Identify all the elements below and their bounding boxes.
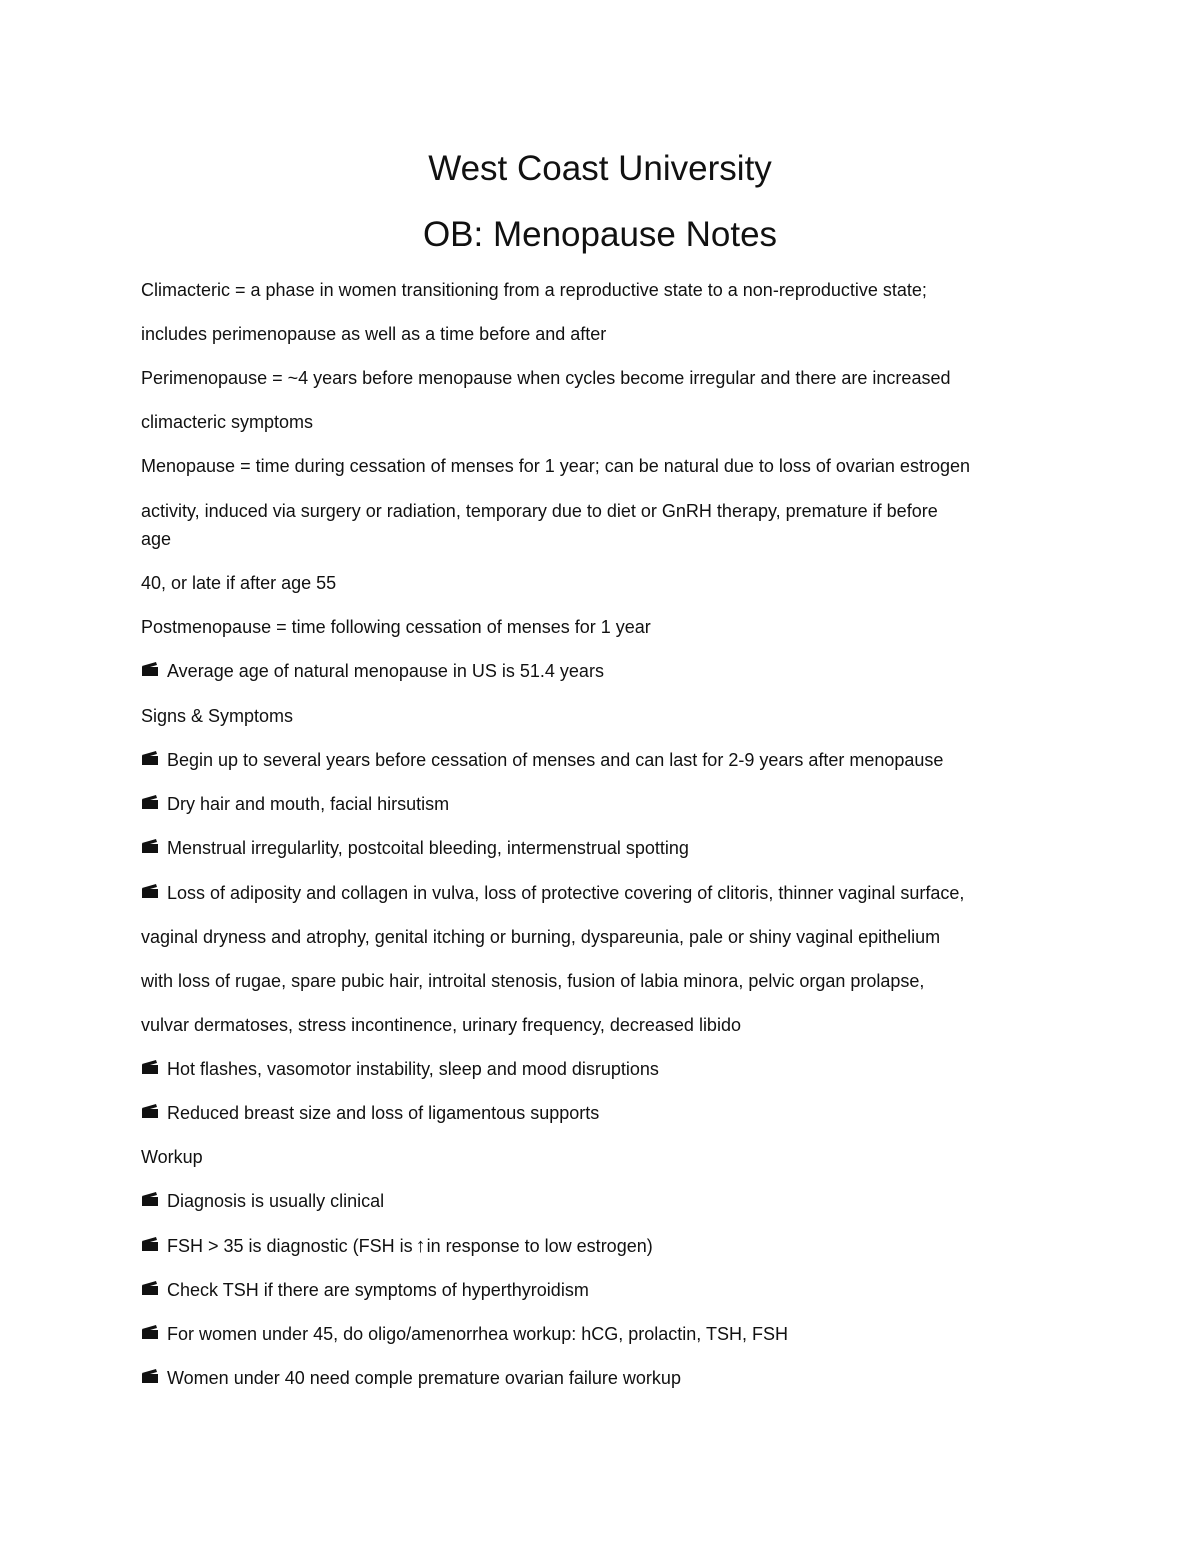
list-item-text-continued: in response to low estrogen) xyxy=(426,1236,653,1256)
definition-menopause-line-3: age xyxy=(141,529,172,549)
list-item-vulvar-changes-line-2: vaginal dryness and atrophy, genital itching or burning, dyspareunia, pale or shiny vaginal epithelium xyxy=(141,927,941,947)
definition-perimenopause-line-2: climacteric symptoms xyxy=(141,412,314,432)
list-item-hot-flashes xyxy=(141,1055,1071,1083)
clapperboard-icon xyxy=(141,794,167,814)
list-item-text: Hot flashes, vasomotor instability, sleep and mood disruptions xyxy=(167,1059,659,1079)
list-item-text: Reduced breast size and loss of ligamentous supports xyxy=(167,1103,600,1123)
section-heading-signs-symptoms: Signs & Symptoms xyxy=(141,706,294,726)
clapperboard-icon xyxy=(141,1368,167,1388)
list-item-under-45 xyxy=(141,1320,1071,1348)
list-item-average-age xyxy=(141,657,1071,685)
list-item-under-40 xyxy=(141,1364,1071,1392)
list-item-vulvar-changes-line-3: with loss of rugae, spare pubic hair, introital stenosis, fusion of labia minora, pelvic organ prolapse, xyxy=(141,971,925,991)
clapperboard-icon xyxy=(141,1236,167,1256)
page-title: OB: Menopause Notes xyxy=(422,215,778,254)
list-item-text: Dry hair and mouth, facial hirsutism xyxy=(167,794,450,814)
clapperboard-icon xyxy=(141,1324,167,1344)
list-item-text: For women under 45, do oligo/amenorrhea workup: hCG, prolactin, TSH, FSH xyxy=(167,1324,788,1344)
clapperboard-icon xyxy=(141,1280,167,1300)
clapperboard-icon xyxy=(141,883,167,903)
clapperboard-icon xyxy=(141,1059,167,1079)
list-item-dry-hair xyxy=(141,790,1071,818)
clapperboard-icon xyxy=(141,750,167,770)
list-item-text: Menstrual irregularlity, postcoital bleeding, intermenstrual spotting xyxy=(167,838,689,858)
list-item-text: Women under 40 need comple premature ovarian failure workup xyxy=(167,1368,681,1388)
list-item-text: Average age of natural menopause in US is 51.4 years xyxy=(167,661,604,681)
clapperboard-icon xyxy=(141,1191,167,1211)
list-item-breast-size xyxy=(141,1099,1071,1127)
list-item-vulvar-changes xyxy=(141,879,1071,907)
list-item-text: Check TSH if there are symptoms of hyperthyroidism xyxy=(167,1280,589,1300)
list-item-diagnosis xyxy=(141,1187,1071,1215)
list-item-text: Begin up to several years before cessation of menses and can last for 2-9 years after menopause xyxy=(167,750,944,770)
list-item-text: FSH > 35 is diagnostic (FSH is xyxy=(167,1236,413,1256)
list-item-fsh xyxy=(141,1232,1071,1260)
page-title-university: West Coast University xyxy=(428,149,772,188)
list-item-text: Diagnosis is usually clinical xyxy=(167,1191,385,1211)
definition-menopause-line-2: activity, induced via surgery or radiation, temporary due to diet or GnRH therapy, premature if before xyxy=(141,501,938,521)
list-item-text: Loss of adiposity and collagen in vulva, loss of protective covering of clitoris, thinner vaginal surface, xyxy=(167,883,965,903)
list-item-symptom-onset xyxy=(141,746,1071,774)
list-item-vulvar-changes-line-4: vulvar dermatoses, stress incontinence, urinary frequency, decreased libido xyxy=(141,1015,741,1035)
section-heading-workup: Workup xyxy=(141,1147,203,1167)
up-arrow-icon: ↑ xyxy=(415,1235,426,1257)
clapperboard-icon xyxy=(141,838,167,858)
definition-climacteric-line-1: Climacteric = a phase in women transitioning from a reproductive state to a non-reproductive state; xyxy=(141,280,927,300)
definition-climacteric-line-2: includes perimenopause as well as a time before and after xyxy=(141,324,607,344)
list-item-tsh xyxy=(141,1276,1071,1304)
clapperboard-icon xyxy=(141,1103,167,1123)
definition-menopause-line-1: Menopause = time during cessation of menses for 1 year; can be natural due to loss of ovarian estrogen xyxy=(141,456,970,476)
list-item-menstrual-irregularity xyxy=(141,834,1071,862)
definition-postmenopause: Postmenopause = time following cessation of menses for 1 year xyxy=(141,617,651,637)
definition-menopause-line-4: 40, or late if after age 55 xyxy=(141,573,337,593)
definition-perimenopause-line-1: Perimenopause = ~4 years before menopause when cycles become irregular and there are increased xyxy=(141,368,951,388)
clapperboard-icon xyxy=(141,661,167,681)
